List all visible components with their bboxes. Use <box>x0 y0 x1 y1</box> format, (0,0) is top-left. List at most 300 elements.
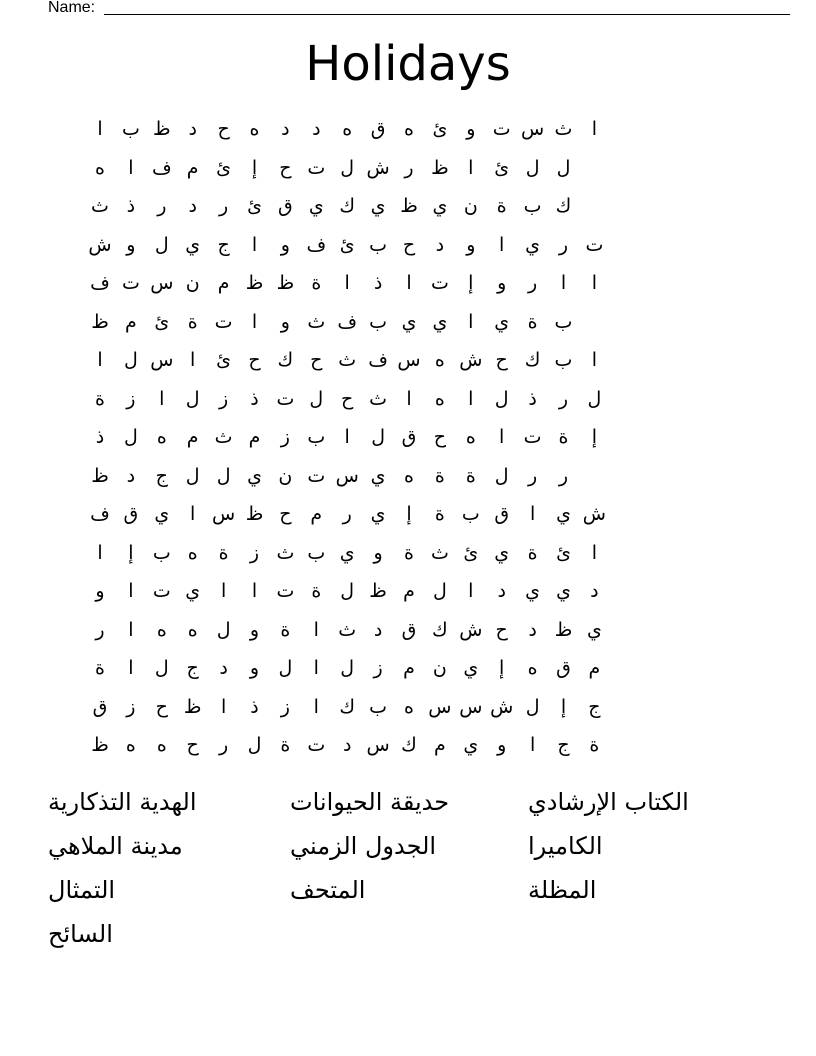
grid-letter: ب <box>523 195 542 217</box>
grid-letter: ث <box>554 118 573 140</box>
grid-row <box>86 457 736 495</box>
grid-letter: ث <box>214 426 233 448</box>
grid-letter: ل <box>494 464 509 487</box>
word-list-item: حديقة الحيوانات <box>290 788 450 816</box>
grid-letter: ئ <box>154 310 170 333</box>
grid-letter: د <box>281 118 290 140</box>
grid-letter: ت <box>152 580 171 602</box>
grid-letter: ب <box>369 695 388 718</box>
grid-letter: إ <box>499 657 505 679</box>
grid-letter: ا <box>251 580 258 602</box>
grid-letter: ذ <box>95 426 105 448</box>
grid-letter: م <box>186 156 199 179</box>
grid-letter: ا <box>220 580 227 602</box>
grid-letter: ج <box>557 734 570 756</box>
grid-letter: ب <box>554 349 573 371</box>
grid-letter: ئ <box>494 156 510 179</box>
grid-letter: ه <box>527 657 538 679</box>
grid-letter: ش <box>582 503 606 525</box>
grid-letter: ث <box>369 387 388 410</box>
grid-letter: ح <box>402 233 416 256</box>
grid-letter: ا <box>313 695 319 718</box>
grid-letter: ز <box>249 541 260 564</box>
grid-letter: ا <box>529 503 536 525</box>
grid-letter: ذ <box>528 387 537 410</box>
grid-letter: ئ <box>339 233 355 256</box>
grid-letter: ف <box>306 233 327 256</box>
grid-letter: ة <box>95 387 105 410</box>
grid-letter: ة <box>558 426 569 448</box>
grid-letter: د <box>435 233 445 256</box>
grid-letter: ا <box>529 734 536 756</box>
grid-letter: ك <box>339 695 356 718</box>
grid-letter: ي <box>432 195 448 217</box>
grid-letter: س <box>459 695 483 718</box>
grid-letter: ح <box>279 156 292 179</box>
grid-letter: ز <box>126 695 136 718</box>
grid-letter: ه <box>342 118 353 140</box>
grid-letter: د <box>342 734 352 756</box>
grid-letter: ة <box>527 541 538 564</box>
grid-letter: د <box>497 580 506 602</box>
grid-letter: ة <box>496 195 507 217</box>
grid-letter: و <box>280 310 290 333</box>
grid-letter: ا <box>128 156 134 179</box>
grid-letter: ه <box>249 118 260 140</box>
grid-letter: ا <box>220 695 227 718</box>
grid-letter: ي <box>556 580 571 602</box>
grid-letter: ذ <box>250 387 259 410</box>
grid-letter: ي <box>370 195 386 217</box>
grid-letter: ا <box>159 387 165 410</box>
grid-letter: ه <box>95 156 105 179</box>
grid-letter: ج <box>217 233 230 256</box>
grid-letter: و <box>280 233 290 256</box>
name-field <box>48 0 748 18</box>
grid-letter: ش <box>459 618 483 641</box>
grid-letter: ر <box>219 734 229 756</box>
grid-letter: ز <box>219 387 229 410</box>
grid-letter: ر <box>342 503 352 525</box>
grid-letter: ا <box>406 387 412 410</box>
grid-letter: ت <box>307 734 326 756</box>
grid-letter: و <box>249 618 260 641</box>
grid-letter: ق <box>401 618 417 641</box>
grid-letter: ح <box>217 118 230 140</box>
grid-letter: ا <box>591 349 598 371</box>
word-list-item: المظلة <box>528 876 597 904</box>
grid-letter: ر <box>157 195 167 217</box>
grid-letter: ت <box>121 272 140 294</box>
grid-letter: ا <box>313 618 319 641</box>
grid-letter: ة <box>434 503 445 525</box>
grid-letter: ئ <box>216 349 232 371</box>
grid-letter: ا <box>344 426 350 448</box>
grid-letter: ئ <box>247 195 262 217</box>
grid-letter: ه <box>156 618 167 641</box>
grid-letter: ل <box>587 387 602 410</box>
grid-letter: ج <box>588 695 601 718</box>
grid-letter: ل <box>154 657 169 679</box>
word-list-item: الجدول الزمني <box>290 832 437 860</box>
grid-letter: ا <box>468 156 474 179</box>
grid-row <box>86 264 736 302</box>
grid-letter: ث <box>276 541 295 564</box>
grid-letter: ه <box>156 426 167 448</box>
grid-letter: ز <box>126 387 136 410</box>
grid-letter: ق <box>123 503 139 525</box>
grid-letter: د <box>528 618 537 641</box>
grid-letter: ح <box>495 618 508 641</box>
grid-letter: ج <box>155 464 168 487</box>
grid-letter: ح <box>248 349 261 371</box>
grid-letter: ل <box>525 156 540 179</box>
grid-letter: ش <box>88 233 112 256</box>
word-list-item: الهدية التذكارية <box>48 788 197 816</box>
grid-letter: ش <box>490 695 514 718</box>
grid-letter: ث <box>91 195 109 217</box>
grid-letter: ي <box>308 195 324 217</box>
grid-letter: ا <box>190 349 196 371</box>
grid-letter: ح <box>186 734 199 756</box>
grid-letter: ي <box>370 464 386 487</box>
grid-letter: ي <box>556 503 571 525</box>
grid-letter: ر <box>528 464 538 487</box>
grid-row <box>86 187 736 225</box>
grid-letter: إ <box>591 426 598 448</box>
grid-letter: ي <box>463 657 479 679</box>
grid-letter: إ <box>560 695 567 718</box>
grid-letter: ن <box>185 272 200 294</box>
grid-letter: ه <box>404 118 414 140</box>
grid-letter: ف <box>368 349 388 371</box>
grid-letter: ا <box>468 310 474 333</box>
grid-letter: م <box>403 580 415 602</box>
grid-letter: ي <box>401 310 417 333</box>
grid-letter: و <box>497 272 507 294</box>
grid-letter: ظ <box>276 272 295 294</box>
grid-letter: ر <box>219 195 229 217</box>
grid-row <box>86 534 736 572</box>
grid-letter: ف <box>337 310 358 333</box>
grid-letter: ث <box>307 310 326 333</box>
grid-row <box>86 611 736 649</box>
grid-letter: ل <box>340 156 355 179</box>
grid-letter: ل <box>494 387 509 410</box>
grid-letter: ة <box>311 580 322 602</box>
grid-letter: ة <box>434 464 445 487</box>
grid-letter: ق <box>370 118 386 140</box>
grid-letter: ه <box>187 618 198 641</box>
grid-letter: ئ <box>463 541 479 564</box>
grid-letter: ك <box>524 349 541 371</box>
grid-letter: د <box>590 580 599 602</box>
grid-letter: و <box>497 734 507 756</box>
grid-letter: ه <box>187 541 198 564</box>
grid-letter: ق <box>494 503 510 525</box>
grid-letter: ة <box>187 310 198 333</box>
grid-letter: ا <box>560 272 567 294</box>
grid-letter: ي <box>185 580 201 602</box>
grid-letter: ة <box>280 734 291 756</box>
grid-letter: ا <box>591 272 598 294</box>
grid-letter: ي <box>586 618 602 641</box>
word-list-item: المتحف <box>290 876 366 904</box>
grid-letter: ا <box>97 118 103 140</box>
grid-letter: إ <box>406 503 412 525</box>
grid-letter: ي <box>525 580 541 602</box>
grid-row <box>86 649 736 687</box>
grid-letter: ا <box>591 541 598 564</box>
grid-letter: ظ <box>245 503 264 525</box>
grid-letter: ا <box>344 272 350 294</box>
grid-letter: ل <box>247 734 262 756</box>
grid-letter: د <box>126 464 136 487</box>
grid-letter: و <box>466 118 476 140</box>
grid-letter: ظ <box>245 272 264 294</box>
grid-row <box>86 380 736 418</box>
grid-letter: ل <box>556 156 571 179</box>
grid-letter: ل <box>216 618 231 641</box>
grid-letter: ا <box>591 118 598 140</box>
grid-letter: و <box>373 541 383 564</box>
word-list-item: السائح <box>48 920 113 948</box>
grid-letter: س <box>150 272 174 294</box>
grid-row <box>86 110 736 148</box>
grid-letter: ر <box>528 272 538 294</box>
grid-letter: م <box>217 272 230 294</box>
grid-row <box>86 572 736 610</box>
grid-letter: ب <box>369 310 388 333</box>
grid-letter: ي <box>339 541 355 564</box>
grid-letter: س <box>366 734 390 756</box>
grid-letter: ة <box>404 541 414 564</box>
grid-letter: ح <box>495 349 508 371</box>
grid-letter: ا <box>128 657 134 679</box>
grid-letter: ل <box>216 464 231 487</box>
grid-row <box>86 418 736 456</box>
grid-letter: ك <box>555 195 572 217</box>
grid-letter: م <box>248 426 261 448</box>
grid-letter: ه <box>465 426 476 448</box>
grid-letter: ل <box>340 580 355 602</box>
grid-letter: ه <box>434 387 445 410</box>
grid-letter: ي <box>463 734 479 756</box>
grid-letter: ش <box>366 156 390 179</box>
grid-letter: ب <box>152 541 171 564</box>
grid-letter: ي <box>247 464 262 487</box>
grid-letter: ن <box>463 195 478 217</box>
grid-letter: ك <box>432 618 448 641</box>
grid-letter: إ <box>468 272 474 294</box>
grid-letter: س <box>397 349 421 371</box>
grid-letter: ظ <box>91 310 109 333</box>
grid-letter: ي <box>370 503 386 525</box>
grid-letter: ت <box>276 387 295 410</box>
grid-letter: ا <box>468 580 474 602</box>
grid-letter: ق <box>278 195 293 217</box>
page-title: Holidays <box>305 36 511 92</box>
grid-letter: ل <box>525 695 540 718</box>
grid-letter: د <box>312 118 321 140</box>
grid-letter: ظ <box>400 195 418 217</box>
grid-letter: ب <box>307 541 326 564</box>
grid-letter: ظ <box>431 156 449 179</box>
grid-letter: ر <box>558 233 569 256</box>
word-list-item: الكاميرا <box>528 832 603 860</box>
grid-letter: ذ <box>250 695 259 718</box>
grid-letter: ر <box>558 464 569 487</box>
grid-letter: س <box>150 349 174 371</box>
grid-letter: ل <box>185 387 200 410</box>
grid-letter: ا <box>190 503 196 525</box>
word-list-item: الكتاب الإرشادي <box>528 788 689 816</box>
grid-letter: ت <box>523 426 542 448</box>
grid-letter: ك <box>339 195 356 217</box>
grid-letter: د <box>188 118 197 140</box>
grid-letter: ذ <box>373 272 383 294</box>
grid-letter: ز <box>280 426 290 448</box>
grid-letter: ة <box>589 734 600 756</box>
grid-letter: ح <box>310 349 323 371</box>
grid-letter: ا <box>313 657 319 679</box>
grid-letter: م <box>588 657 601 679</box>
grid-letter: ت <box>307 464 326 487</box>
grid-row <box>86 726 736 764</box>
grid-letter: ة <box>465 464 476 487</box>
word-list-item: التمثال <box>48 876 116 904</box>
grid-letter: د <box>188 195 197 217</box>
grid-letter: م <box>310 503 323 525</box>
grid-letter: ظ <box>91 464 109 487</box>
grid-letter: م <box>186 426 199 448</box>
grid-letter: ه <box>434 349 445 371</box>
grid-letter: ز <box>280 695 290 718</box>
grid-letter: د <box>373 618 383 641</box>
grid-letter: ف <box>90 503 110 525</box>
grid-letter: ك <box>401 734 417 756</box>
grid-letter: ي <box>154 503 170 525</box>
grid-letter: س <box>211 503 236 525</box>
grid-letter: ن <box>278 464 293 487</box>
grid-letter: ح <box>433 426 447 448</box>
grid-letter: ب <box>307 426 326 448</box>
grid-letter: ي <box>185 233 201 256</box>
grid-letter: ز <box>373 657 383 679</box>
grid-letter: ة <box>311 272 322 294</box>
grid-letter: ه <box>125 734 136 756</box>
grid-row <box>86 226 736 264</box>
grid-letter: ه <box>404 464 414 487</box>
grid-letter: ق <box>92 695 108 718</box>
grid-letter: ك <box>277 349 294 371</box>
grid-letter: ح <box>279 503 292 525</box>
name-underline <box>104 14 790 15</box>
grid-letter: ث <box>338 349 357 371</box>
grid-letter: ظ <box>183 695 202 718</box>
grid-letter: ا <box>128 618 134 641</box>
grid-letter: ي <box>525 233 541 256</box>
grid-letter: ل <box>123 426 138 448</box>
grid-letter: ح <box>155 695 168 718</box>
grid-letter: ت <box>214 310 233 333</box>
name-label: Name: <box>48 0 96 16</box>
grid-letter: س <box>335 464 359 487</box>
grid-letter: ج <box>186 657 199 679</box>
grid-letter: ق <box>556 657 571 679</box>
grid-letter: ر <box>404 156 414 179</box>
grid-letter: ت <box>585 233 604 256</box>
grid-row <box>86 149 736 187</box>
grid-letter: ئ <box>432 118 448 140</box>
grid-letter: و <box>249 657 260 679</box>
grid-letter: ظ <box>369 580 387 602</box>
grid-letter: ل <box>185 464 200 487</box>
grid-letter: و <box>126 233 136 256</box>
grid-letter: إ <box>251 156 258 179</box>
grid-row <box>86 495 736 533</box>
grid-letter: ظ <box>91 734 109 756</box>
grid-letter: ت <box>492 118 511 140</box>
grid-letter: ق <box>401 426 417 448</box>
grid-letter: ا <box>499 233 505 256</box>
grid-letter: ا <box>97 541 103 564</box>
grid-letter: ف <box>151 156 172 179</box>
grid-letter: ظ <box>153 118 171 140</box>
grid-letter: ئ <box>556 541 571 564</box>
grid-row <box>86 688 736 726</box>
grid-letter: ل <box>309 387 324 410</box>
word-search-grid <box>86 110 736 764</box>
grid-letter: ا <box>499 426 505 448</box>
grid-letter: ش <box>459 349 483 371</box>
grid-letter: ا <box>468 387 474 410</box>
grid-letter: س <box>520 118 545 140</box>
grid-letter: ه <box>404 695 414 718</box>
grid-letter: م <box>434 734 446 756</box>
grid-row <box>86 303 736 341</box>
grid-letter: ي <box>494 541 510 564</box>
grid-letter: و <box>466 233 476 256</box>
grid-letter: ت <box>430 272 449 294</box>
grid-letter: ن <box>432 657 447 679</box>
grid-letter: ث <box>430 541 449 564</box>
grid-letter: ب <box>369 233 388 256</box>
grid-letter: ة <box>95 657 105 679</box>
word-list-item: مدينة الملاهي <box>48 832 183 860</box>
grid-letter: ة <box>218 541 229 564</box>
grid-letter: ب <box>461 503 480 525</box>
grid-letter: ت <box>276 580 295 602</box>
grid-letter: إ <box>128 541 134 564</box>
grid-letter: ا <box>251 310 258 333</box>
grid-letter: ا <box>97 349 103 371</box>
grid-letter: ف <box>90 272 110 294</box>
grid-letter: ر <box>95 618 105 641</box>
grid-letter: ل <box>371 426 385 448</box>
grid-letter: ذ <box>126 195 136 217</box>
grid-letter: ل <box>154 233 169 256</box>
grid-letter: ا <box>251 233 258 256</box>
grid-letter: ل <box>123 349 138 371</box>
grid-letter: و <box>95 580 105 602</box>
grid-letter: ة <box>527 310 538 333</box>
grid-letter: م <box>403 657 415 679</box>
grid-letter: ل <box>340 657 355 679</box>
grid-letter: ت <box>307 156 326 179</box>
grid-letter: ل <box>278 657 293 679</box>
grid-letter: د <box>219 657 228 679</box>
